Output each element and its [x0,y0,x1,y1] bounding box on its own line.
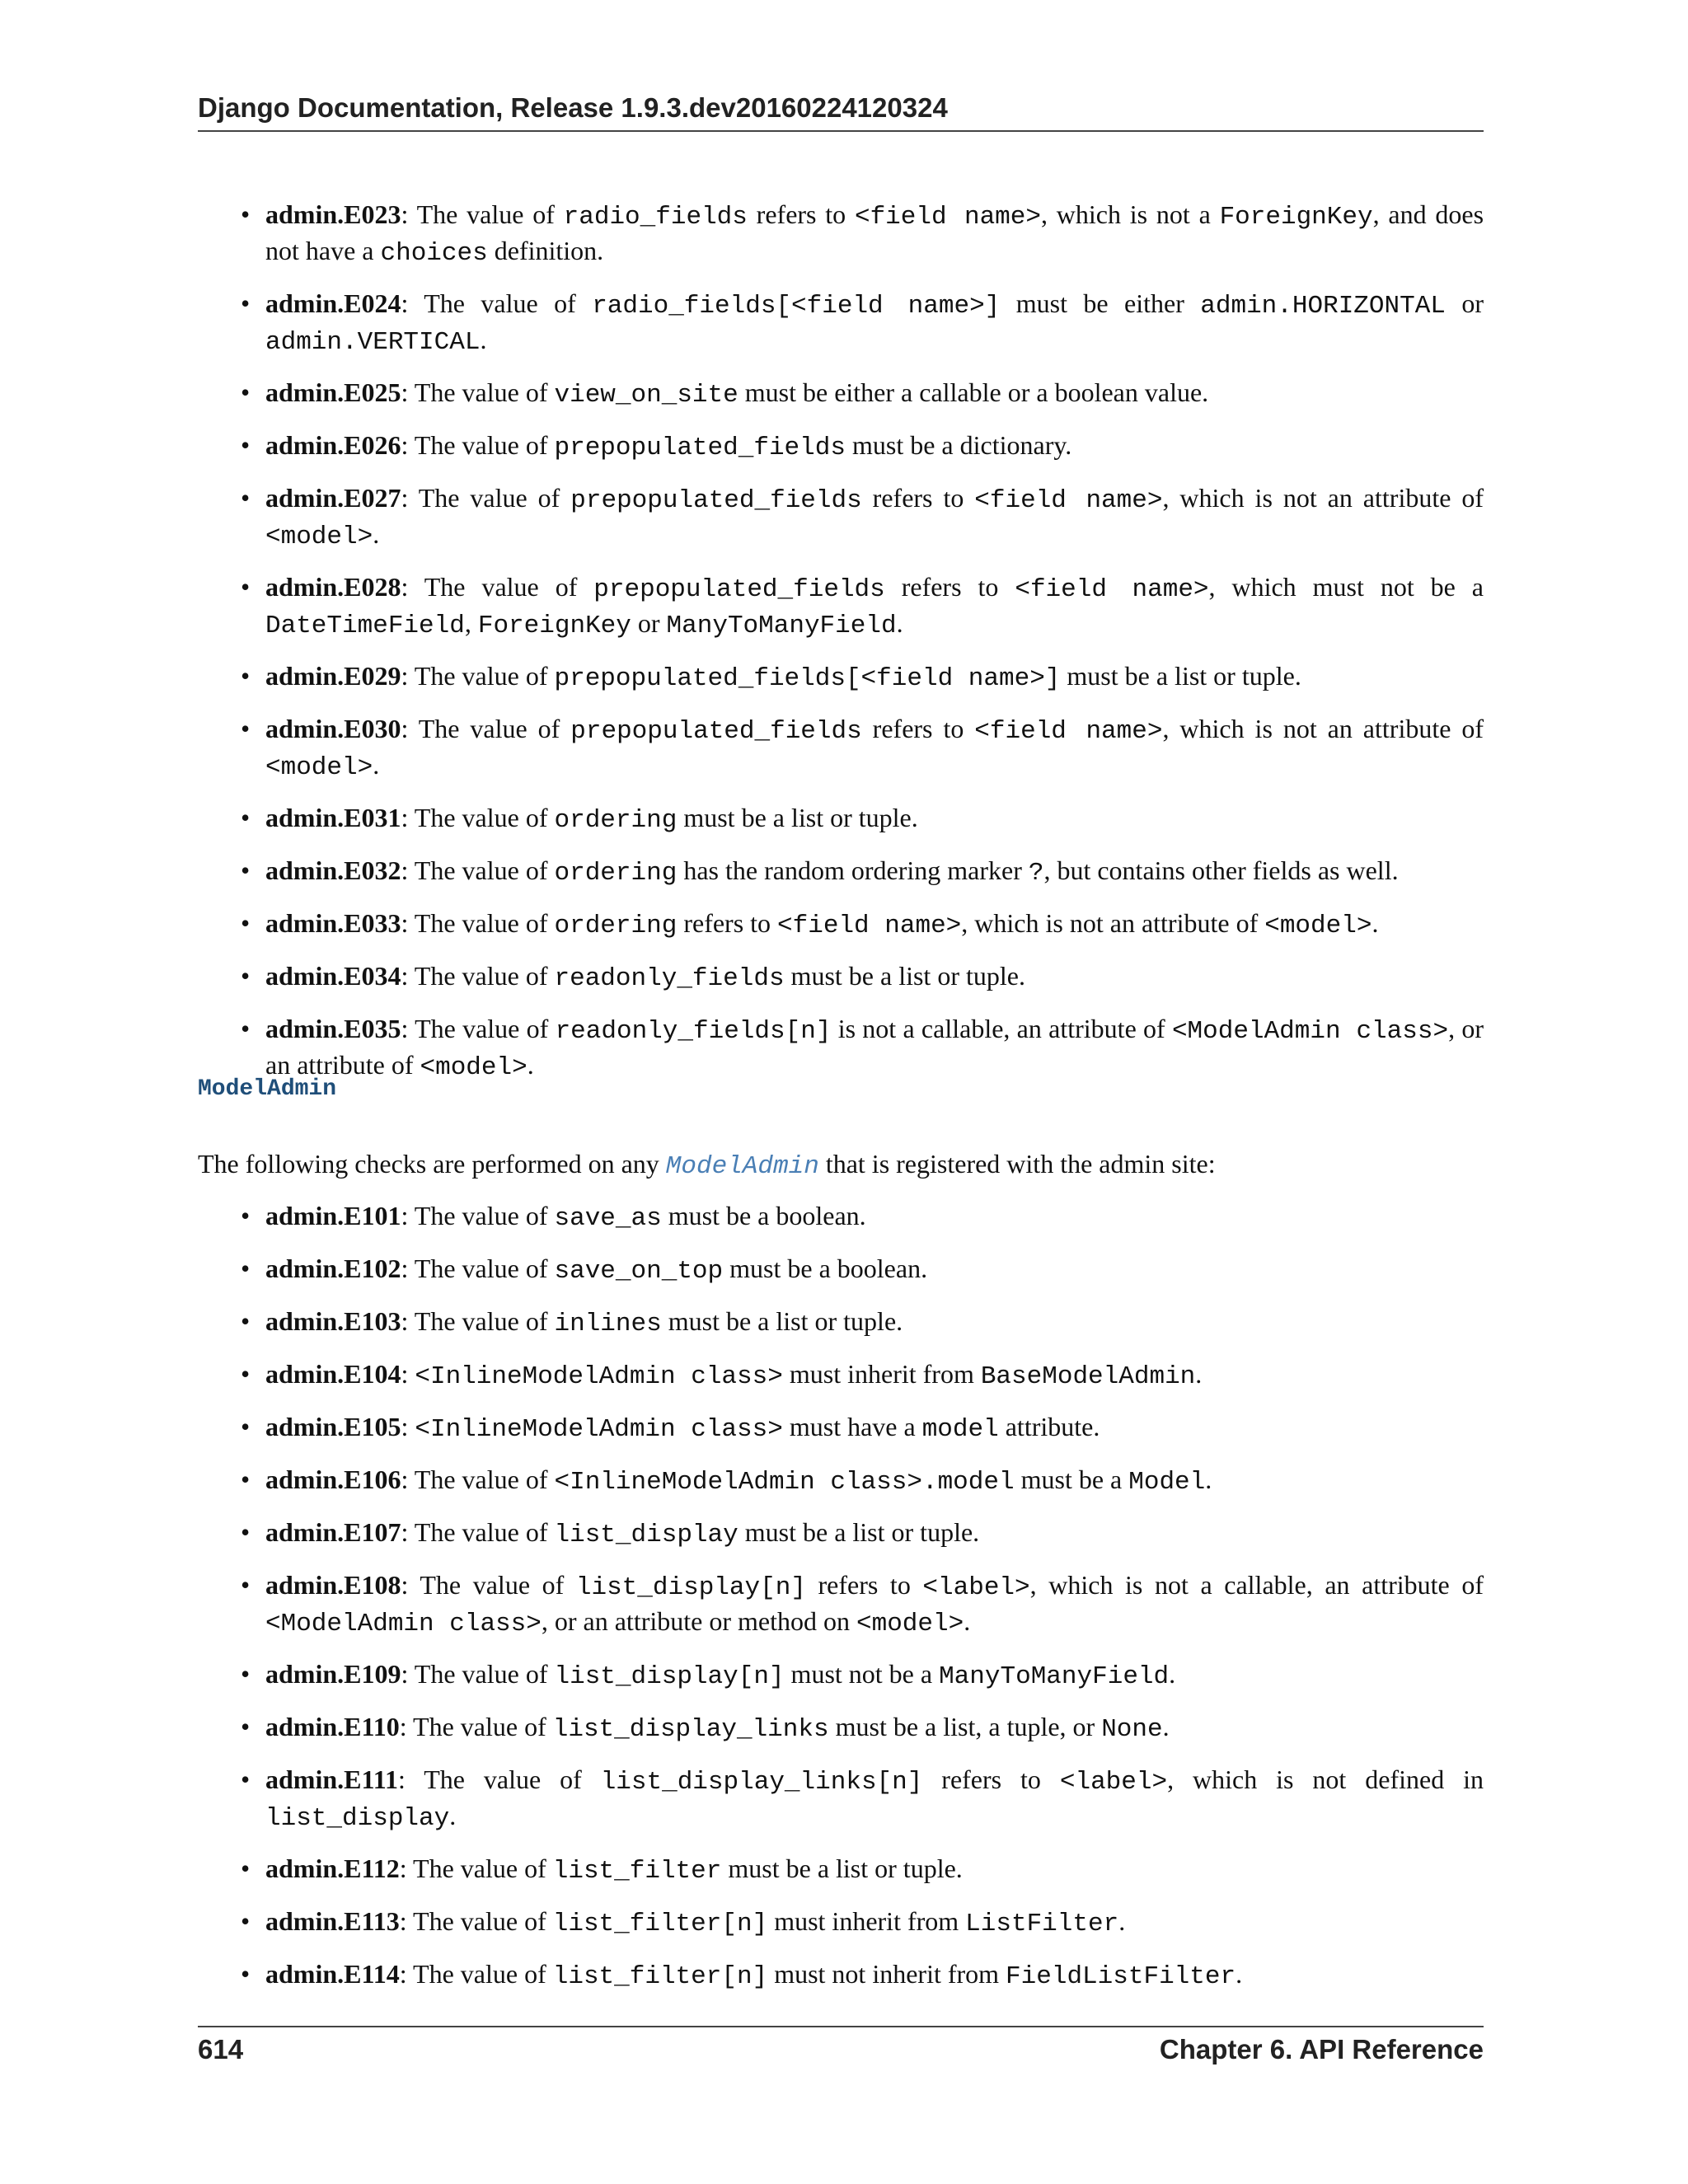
check-text: must inherit from [767,1906,966,1936]
check-text: must be either [1000,288,1201,318]
check-code: admin.E029 [265,661,401,691]
check-text: must be a boolean. [661,1201,866,1230]
inline-code: <model> [265,523,373,551]
inline-code: ListFilter [965,1910,1119,1938]
inline-code: <label> [922,1573,1030,1602]
inline-code: admin.VERTICAL [265,328,481,357]
header-divider [198,130,1484,132]
check-text: : The value of [401,1014,556,1043]
check-item [198,907,1484,943]
check-code: admin.E023 [265,199,401,229]
check-text: is not a callable, an attribute of [831,1014,1172,1043]
bullet-icon: • [241,961,251,991]
check-text: has the random ordering marker [677,855,1029,885]
inline-code: <InlineModelAdmin class>.model [554,1468,1015,1497]
check-text: must inherit from [782,1359,981,1389]
check-text: must be a list or tuple. [677,803,918,832]
check-text: . [373,750,380,780]
check-code: admin.E109 [265,1659,401,1689]
intro-text-after: that is registered with the admin site: [818,1149,1216,1179]
check-text: : [401,1359,415,1389]
inline-code: BaseModelAdmin [980,1362,1196,1391]
check-code: admin.E033 [265,908,401,938]
check-text: : The value of [401,961,555,991]
inline-code: None [1101,1715,1163,1744]
check-text: , which is not defined in [1167,1765,1484,1794]
bullet-icon: • [241,1765,251,1794]
inline-code: readonly_fields[n] [555,1017,832,1046]
inline-code: ? [1028,859,1044,888]
check-code: admin.E114 [265,1959,400,1989]
check-item [198,1905,1484,1941]
check-item [198,1763,1484,1835]
check-text: must be a list or tuple. [1060,661,1301,691]
check-text: : The value of [401,483,571,513]
check-text: : The value of [401,377,555,407]
check-item [198,376,1484,412]
inline-code: DateTimeField [265,612,465,640]
check-item [198,1199,1484,1235]
inline-code: admin.HORIZONTAL [1200,292,1446,321]
inline-code: ordering [554,806,678,835]
check-item [198,198,1484,270]
check-text: refers to [805,1570,923,1600]
check-text: must not be a [784,1659,940,1689]
check-text: : The value of [399,1854,553,1883]
check-text: : The value of [401,803,555,832]
check-item [198,801,1484,837]
check-text: , and does not have a [265,199,1484,265]
check-item [198,1710,1484,1746]
check-item [198,1657,1484,1694]
bullet-icon: • [241,1570,251,1600]
check-item [198,1305,1484,1341]
check-code: admin.E110 [265,1712,400,1741]
check-text: must be a list or tuple. [738,1517,980,1547]
inline-code: save_as [554,1204,662,1233]
check-text: : The value of [401,288,593,318]
inline-code: radio_fields [563,203,748,232]
check-code: admin.E113 [265,1906,400,1936]
inline-code: prepopulated_fields[<field name>] [554,664,1061,693]
inline-code: <InlineModelAdmin class> [415,1362,783,1391]
check-code: admin.E101 [265,1201,401,1230]
check-item [198,959,1484,996]
bullet-icon: • [241,1306,251,1336]
check-text: , [464,608,478,638]
check-text: or [631,608,667,638]
checks-list-part2 [198,1199,1484,2010]
check-text: : The value of [399,1959,553,1989]
inline-code: list_display_links[n] [600,1768,923,1797]
inline-code: <model> [856,1610,964,1638]
check-text: . [373,519,380,549]
inline-code: <field name> [974,486,1163,515]
inline-code: list_filter [552,1857,722,1886]
check-code: admin.E112 [265,1854,400,1883]
check-text: must be a list or tuple. [784,961,1025,991]
check-item [198,287,1484,359]
inline-code: <field name> [854,203,1041,232]
check-item [198,659,1484,696]
inline-code: list_display [265,1804,450,1833]
check-item [198,570,1484,643]
check-text: . [1372,908,1379,938]
check-text: or [1445,288,1484,318]
check-text: definition. [487,236,604,265]
check-text: . [1236,1959,1243,1989]
check-code: admin.E026 [265,430,401,460]
chapter-title: Chapter 6. API Reference [1159,2034,1484,2064]
bullet-icon: • [241,714,251,743]
bullet-icon: • [241,1254,251,1283]
inline-code: readonly_fields [554,964,785,993]
check-text: must have a [782,1412,922,1441]
inline-code: Model [1128,1468,1206,1497]
inline-code: prepopulated_fields [570,717,862,746]
check-text: must not inherit from [767,1959,1006,1989]
inline-code: <field name> [777,912,962,940]
check-text: : The value of [401,572,594,602]
check-item [198,712,1484,785]
bullet-icon: • [241,1712,251,1741]
check-text: : The value of [401,855,555,885]
check-code: admin.E027 [265,483,401,513]
inline-code: <ModelAdmin class> [1171,1017,1449,1046]
check-item [198,1957,1484,1994]
check-text: must be a dictionary. [845,430,1072,460]
check-text: : [401,1412,415,1441]
bullet-icon: • [241,1959,251,1989]
bullet-icon: • [241,1854,251,1883]
check-item [198,1357,1484,1394]
bullet-icon: • [241,803,251,832]
inline-code: <field name> [974,717,1163,746]
check-code: admin.E105 [265,1412,401,1441]
bullet-icon: • [241,1465,251,1494]
check-text: . [1162,1712,1170,1741]
check-text: must be a list, a tuple, or [828,1712,1102,1741]
check-text: refers to [677,908,778,938]
inline-code: ManyToManyField [939,1662,1170,1691]
check-text: : The value of [401,1570,576,1600]
check-item [198,481,1484,554]
check-text: : The value of [401,714,571,743]
inline-code: list_display[n] [575,1573,806,1602]
bullet-icon: • [241,1659,251,1689]
footer-divider [198,2026,1484,2027]
check-text: , which is not an attribute of [961,908,1265,938]
check-code: admin.E102 [265,1254,401,1283]
check-text: : The value of [401,1201,555,1230]
check-code: admin.E034 [265,961,401,991]
check-text: refers to [861,483,975,513]
check-text: : The value of [401,661,555,691]
check-item [198,1410,1484,1446]
bullet-icon: • [241,572,251,602]
checks-list-part1 [198,198,1484,1101]
inline-code: <ModelAdmin class> [265,1610,542,1638]
check-text: . [1118,1906,1126,1936]
inline-code: prepopulated_fields [570,486,862,515]
check-text: must be a boolean. [723,1254,928,1283]
check-text: : The value of [401,1254,555,1283]
inline-code: save_on_top [554,1257,724,1286]
bullet-icon: • [241,1014,251,1043]
check-text: , which is not a [1041,199,1220,229]
check-text: must be a list or tuple. [661,1306,903,1336]
bullet-icon: • [241,1412,251,1441]
check-code: admin.E103 [265,1306,401,1336]
bullet-icon: • [241,1201,251,1230]
check-item [198,429,1484,465]
check-code: admin.E111 [265,1765,398,1794]
bullet-icon: • [241,1517,251,1547]
check-text: : The value of [401,199,564,229]
check-code: admin.E031 [265,803,401,832]
check-text: , which is not a callable, an attribute of [1029,1570,1484,1600]
check-text: : The value of [401,430,555,460]
inline-code: <model> [420,1053,528,1082]
check-text: , which must not be a [1208,572,1484,602]
inline-code: list_display_links [552,1715,829,1744]
check-text: , which is not an attribute of [1162,714,1484,743]
bullet-icon: • [241,1906,251,1936]
check-text: , which is not an attribute of [1162,483,1484,513]
inline-code: ManyToManyField [666,612,897,640]
check-text: . [1205,1465,1212,1494]
check-text: . [449,1801,457,1830]
check-text: refers to [747,199,855,229]
check-text: . [1169,1659,1176,1689]
inline-code: view_on_site [554,381,738,410]
check-item [198,854,1484,890]
inline-code: <model> [265,753,373,782]
check-text: : The value of [401,1465,555,1494]
check-text: refers to [861,714,975,743]
check-text: refers to [922,1765,1060,1794]
inline-code: <model> [1264,912,1372,940]
bullet-icon: • [241,199,251,229]
check-code: admin.E108 [265,1570,401,1600]
check-text: : The value of [401,908,555,938]
check-item [198,1516,1484,1552]
check-text: . [896,608,903,638]
inline-code: list_filter[n] [552,1962,768,1991]
check-text: refers to [884,572,1015,602]
inline-code: list_display[n] [554,1662,785,1691]
inline-code: radio_fields[<field name>] [592,292,1001,321]
check-code: admin.E107 [265,1517,401,1547]
check-text: : The value of [397,1765,601,1794]
bullet-icon: • [241,908,251,938]
inline-code: <field name> [1015,575,1209,604]
check-text: , but contains other fields as well. [1043,855,1399,885]
bullet-icon: • [241,661,251,691]
check-code: admin.E030 [265,714,401,743]
check-text: : The value of [401,1517,555,1547]
check-text: . [964,1606,971,1636]
inline-code: choices [380,239,488,268]
inline-code: <InlineModelAdmin class> [415,1415,783,1444]
inline-code: prepopulated_fields [554,434,846,462]
check-code: admin.E035 [265,1014,401,1043]
intro-text-before: The following checks are performed on any [198,1149,666,1179]
check-code: admin.E025 [265,377,401,407]
check-text: . [527,1050,534,1080]
check-text: must be either a callable or a boolean value. [738,377,1209,407]
check-item [198,1012,1484,1085]
check-code: admin.E032 [265,855,401,885]
inline-code: list_filter[n] [552,1910,768,1938]
bullet-icon: • [241,483,251,513]
inline-code: FieldListFilter [1006,1962,1236,1991]
check-text: : The value of [399,1712,553,1741]
modeladmin-link[interactable]: ModelAdmin [665,1152,819,1181]
check-text: : The value of [401,1306,555,1336]
inline-code: ordering [554,859,678,888]
check-text: must be a list or tuple. [721,1854,963,1883]
check-code: admin.E024 [265,288,401,318]
check-item [198,1852,1484,1888]
inline-code: ForeignKey [477,612,631,640]
bullet-icon: • [241,1359,251,1389]
inline-code: ForeignKey [1219,203,1373,232]
check-code: admin.E028 [265,572,401,602]
check-code: admin.E104 [265,1359,401,1389]
check-text: : The value of [399,1906,553,1936]
check-text: : The value of [401,1659,555,1689]
check-text: , or an attribute or method on [541,1606,856,1636]
check-text: must be a [1014,1465,1129,1494]
inline-code: <label> [1059,1768,1168,1797]
page-header-title: Django Documentation, Release 1.9.3.dev20160224120324 [198,92,948,123]
check-text: , or an attribute of [265,1014,1484,1080]
inline-code: model [921,1415,999,1444]
page-number: 614 [198,2034,244,2064]
bullet-icon: • [241,855,251,885]
check-text: . [480,325,487,354]
bullet-icon: • [241,430,251,460]
inline-code: list_display [554,1521,738,1549]
inline-code: inlines [554,1310,662,1338]
check-text: . [1195,1359,1203,1389]
check-item [198,1463,1484,1499]
section-intro [198,1147,1484,1183]
check-code: admin.E106 [265,1465,401,1494]
bullet-icon: • [241,377,251,407]
check-text: attribute. [998,1412,1100,1441]
inline-code: prepopulated_fields [593,575,885,604]
bullet-icon: • [241,288,251,318]
section-heading-modeladmin: ModelAdmin [198,1076,337,1102]
inline-code: ordering [554,912,678,940]
check-item [198,1568,1484,1641]
check-item [198,1252,1484,1288]
